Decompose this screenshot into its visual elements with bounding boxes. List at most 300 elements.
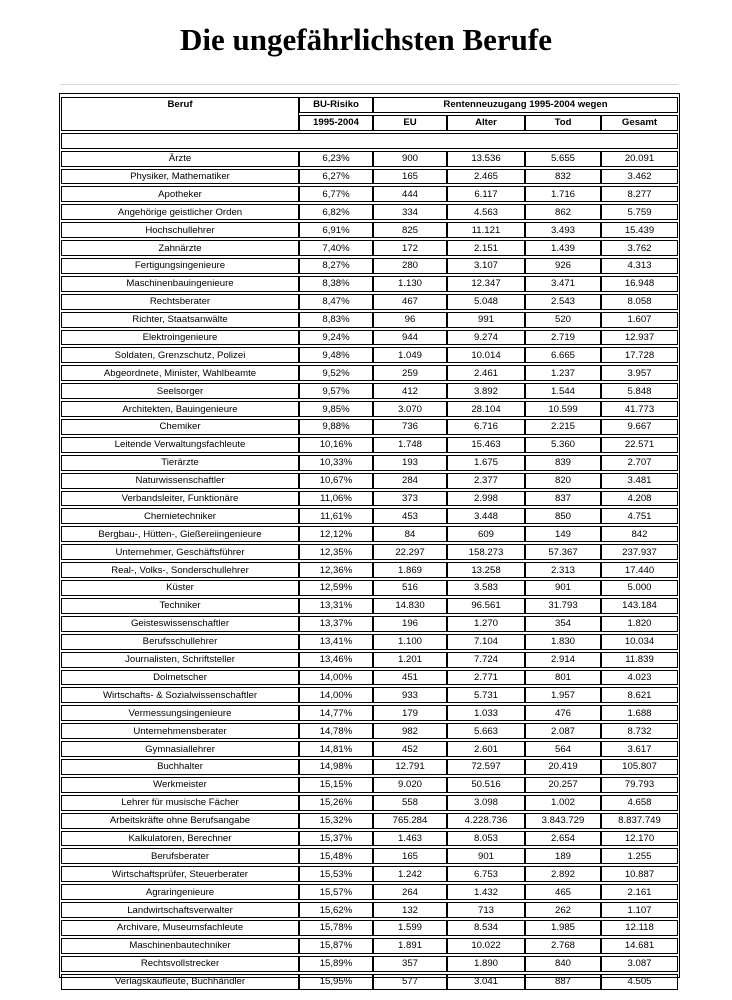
cell-beruf: Physiker, Mathematiker <box>61 169 299 185</box>
cell-gesamt: 9.667 <box>601 419 678 435</box>
cell-beruf: Archivare, Museumsfachleute <box>61 920 299 936</box>
cell-bu-risiko: 6,82% <box>299 204 373 220</box>
cell-beruf: Abgeordnete, Minister, Wahlbeamte <box>61 365 299 381</box>
table-row <box>61 884 678 900</box>
cell-gesamt: 1.255 <box>601 848 678 864</box>
divider <box>60 84 678 85</box>
table-row <box>61 652 678 668</box>
cell-eu: 412 <box>373 383 447 399</box>
cell-eu: 1.201 <box>373 652 447 668</box>
cell-eu: 516 <box>373 580 447 596</box>
cell-alter: 7.104 <box>447 634 525 650</box>
cell-tod: 1.716 <box>525 186 601 202</box>
cell-alter: 8.534 <box>447 920 525 936</box>
cell-bu-risiko: 10,33% <box>299 455 373 471</box>
cell-eu: 280 <box>373 258 447 274</box>
cell-alter: 5.048 <box>447 294 525 310</box>
cell-gesamt: 12.118 <box>601 920 678 936</box>
cell-gesamt: 14.681 <box>601 938 678 954</box>
cell-tod: 837 <box>525 491 601 507</box>
cell-gesamt: 4.023 <box>601 670 678 686</box>
cell-bu-risiko: 13,37% <box>299 616 373 632</box>
table-row <box>61 687 678 703</box>
cell-alter: 8.053 <box>447 831 525 847</box>
cell-gesamt: 79.793 <box>601 777 678 793</box>
cell-alter: 158.273 <box>447 544 525 560</box>
cell-beruf: Bergbau-, Hütten-, Gießereiingenieure <box>61 526 299 542</box>
cell-tod: 901 <box>525 580 601 596</box>
cell-eu: 558 <box>373 795 447 811</box>
cell-beruf: Richter, Staatsanwälte <box>61 312 299 328</box>
cell-beruf: Angehörige geistlicher Orden <box>61 204 299 220</box>
cell-beruf: Architekten, Bauingenieure <box>61 401 299 417</box>
cell-alter: 3.583 <box>447 580 525 596</box>
cell-gesamt: 3.462 <box>601 169 678 185</box>
cell-alter: 6.117 <box>447 186 525 202</box>
cell-tod: 5.360 <box>525 437 601 453</box>
cell-eu: 284 <box>373 473 447 489</box>
cell-gesamt: 143.184 <box>601 598 678 614</box>
cell-alter: 10.022 <box>447 938 525 954</box>
cell-bu-risiko: 13,31% <box>299 598 373 614</box>
cell-beruf: Techniker <box>61 598 299 614</box>
cell-beruf: Leitende Verwaltungsfachleute <box>61 437 299 453</box>
cell-bu-risiko: 14,78% <box>299 723 373 739</box>
table-row <box>61 920 678 936</box>
cell-tod: 3.843.729 <box>525 813 601 829</box>
cell-alter: 1.033 <box>447 705 525 721</box>
cell-alter: 3.041 <box>447 974 525 990</box>
cell-tod: 926 <box>525 258 601 274</box>
cell-alter: 2.771 <box>447 670 525 686</box>
cell-tod: 465 <box>525 884 601 900</box>
table-row <box>61 526 678 542</box>
cell-beruf: Soldaten, Grenzschutz, Polizei <box>61 347 299 363</box>
cell-beruf: Hochschullehrer <box>61 222 299 238</box>
cell-tod: 476 <box>525 705 601 721</box>
cell-eu: 765.284 <box>373 813 447 829</box>
cell-gesamt: 4.658 <box>601 795 678 811</box>
cell-bu-risiko: 7,40% <box>299 240 373 256</box>
header-alter: Alter <box>447 115 525 131</box>
cell-eu: 334 <box>373 204 447 220</box>
header-gesamt: Gesamt <box>601 115 678 131</box>
header-period: 1995-2004 <box>299 115 373 131</box>
cell-beruf: Agraringenieure <box>61 884 299 900</box>
cell-tod: 1.237 <box>525 365 601 381</box>
cell-beruf: Werkmeister <box>61 777 299 793</box>
cell-eu: 259 <box>373 365 447 381</box>
table-row <box>61 347 678 363</box>
cell-gesamt: 1.688 <box>601 705 678 721</box>
cell-alter: 5.663 <box>447 723 525 739</box>
table-row <box>61 383 678 399</box>
cell-gesamt: 105.807 <box>601 759 678 775</box>
cell-beruf: Wirtschafts- & Sozialwissenschaftler <box>61 687 299 703</box>
table-row <box>61 169 678 185</box>
cell-eu: 196 <box>373 616 447 632</box>
cell-gesamt: 20.091 <box>601 151 678 167</box>
cell-tod: 10.599 <box>525 401 601 417</box>
table-row <box>61 473 678 489</box>
cell-gesamt: 3.762 <box>601 240 678 256</box>
cell-beruf: Rechtsvollstrecker <box>61 956 299 972</box>
cell-gesamt: 8.732 <box>601 723 678 739</box>
cell-beruf: Chemiker <box>61 419 299 435</box>
cell-alter: 7.724 <box>447 652 525 668</box>
table-row <box>61 831 678 847</box>
cell-beruf: Fertigungsingenieure <box>61 258 299 274</box>
cell-tod: 520 <box>525 312 601 328</box>
cell-bu-risiko: 12,35% <box>299 544 373 560</box>
cell-bu-risiko: 6,77% <box>299 186 373 202</box>
cell-bu-risiko: 6,23% <box>299 151 373 167</box>
cell-alter: 901 <box>447 848 525 864</box>
cell-beruf: Dolmetscher <box>61 670 299 686</box>
table-row <box>61 974 678 990</box>
cell-eu: 933 <box>373 687 447 703</box>
cell-gesamt: 5.000 <box>601 580 678 596</box>
cell-eu: 132 <box>373 902 447 918</box>
cell-tod: 149 <box>525 526 601 542</box>
table-row <box>61 938 678 954</box>
cell-alter: 72.597 <box>447 759 525 775</box>
cell-tod: 801 <box>525 670 601 686</box>
cell-eu: 825 <box>373 222 447 238</box>
cell-tod: 2.892 <box>525 866 601 882</box>
cell-beruf: Seelsorger <box>61 383 299 399</box>
cell-eu: 264 <box>373 884 447 900</box>
table-row <box>61 240 678 256</box>
cell-bu-risiko: 15,53% <box>299 866 373 882</box>
table-row <box>61 294 678 310</box>
cell-bu-risiko: 10,16% <box>299 437 373 453</box>
table-row <box>61 598 678 614</box>
cell-eu: 452 <box>373 741 447 757</box>
cell-tod: 20.419 <box>525 759 601 775</box>
cell-beruf: Naturwissenschaftler <box>61 473 299 489</box>
cell-beruf: Maschinenbautechniker <box>61 938 299 954</box>
table-row <box>61 330 678 346</box>
cell-alter: 12.347 <box>447 276 525 292</box>
cell-gesamt: 12.170 <box>601 831 678 847</box>
cell-gesamt: 237.937 <box>601 544 678 560</box>
table-row <box>61 956 678 972</box>
table-row <box>61 544 678 560</box>
cell-alter: 9.274 <box>447 330 525 346</box>
cell-gesamt: 17.440 <box>601 562 678 578</box>
cell-bu-risiko: 9,88% <box>299 419 373 435</box>
cell-beruf: Zahnärzte <box>61 240 299 256</box>
cell-tod: 2.654 <box>525 831 601 847</box>
table-row <box>61 777 678 793</box>
cell-beruf: Apotheker <box>61 186 299 202</box>
cell-tod: 6.665 <box>525 347 601 363</box>
cell-alter: 15.463 <box>447 437 525 453</box>
cell-gesamt: 1.107 <box>601 902 678 918</box>
cell-bu-risiko: 13,46% <box>299 652 373 668</box>
cell-alter: 96.561 <box>447 598 525 614</box>
table-row <box>61 312 678 328</box>
table-row <box>61 401 678 417</box>
cell-alter: 4.228.736 <box>447 813 525 829</box>
cell-alter: 2.465 <box>447 169 525 185</box>
cell-bu-risiko: 9,48% <box>299 347 373 363</box>
cell-alter: 1.270 <box>447 616 525 632</box>
cell-eu: 172 <box>373 240 447 256</box>
cell-gesamt: 8.277 <box>601 186 678 202</box>
cell-bu-risiko: 9,24% <box>299 330 373 346</box>
cell-eu: 736 <box>373 419 447 435</box>
cell-bu-risiko: 15,37% <box>299 831 373 847</box>
cell-bu-risiko: 15,48% <box>299 848 373 864</box>
cell-gesamt: 3.957 <box>601 365 678 381</box>
table-row <box>61 151 678 167</box>
cell-eu: 14.830 <box>373 598 447 614</box>
cell-alter: 1.890 <box>447 956 525 972</box>
cell-alter: 6.716 <box>447 419 525 435</box>
cell-beruf: Lehrer für musische Fächer <box>61 795 299 811</box>
cell-tod: 1.830 <box>525 634 601 650</box>
cell-bu-risiko: 13,41% <box>299 634 373 650</box>
cell-gesamt: 8.621 <box>601 687 678 703</box>
cell-eu: 1.242 <box>373 866 447 882</box>
cell-bu-risiko: 15,26% <box>299 795 373 811</box>
cell-tod: 262 <box>525 902 601 918</box>
cell-tod: 2.215 <box>525 419 601 435</box>
cell-tod: 840 <box>525 956 601 972</box>
cell-beruf: Verlagskaufleute, Buchhändler <box>61 974 299 990</box>
cell-bu-risiko: 11,06% <box>299 491 373 507</box>
cell-alter: 13.258 <box>447 562 525 578</box>
cell-beruf: Real-, Volks-, Sonderschullehrer <box>61 562 299 578</box>
cell-beruf: Wirtschaftsprüfer, Steuerberater <box>61 866 299 882</box>
cell-gesamt: 1.607 <box>601 312 678 328</box>
cell-beruf: Chemietechniker <box>61 508 299 524</box>
cell-tod: 1.439 <box>525 240 601 256</box>
cell-alter: 2.998 <box>447 491 525 507</box>
cell-gesamt: 2.707 <box>601 455 678 471</box>
table-row <box>61 276 678 292</box>
cell-eu: 1.100 <box>373 634 447 650</box>
page-title: Die ungefährlichsten Berufe <box>180 22 552 57</box>
cell-gesamt: 5.848 <box>601 383 678 399</box>
cell-bu-risiko: 6,91% <box>299 222 373 238</box>
cell-bu-risiko: 11,61% <box>299 508 373 524</box>
cell-beruf: Ärzte <box>61 151 299 167</box>
cell-bu-risiko: 15,32% <box>299 813 373 829</box>
cell-tod: 3.493 <box>525 222 601 238</box>
cell-beruf: Berufsberater <box>61 848 299 864</box>
cell-eu: 96 <box>373 312 447 328</box>
cell-bu-risiko: 12,59% <box>299 580 373 596</box>
cell-tod: 1.985 <box>525 920 601 936</box>
cell-eu: 22.297 <box>373 544 447 560</box>
cell-beruf: Geisteswissenschaftler <box>61 616 299 632</box>
cell-gesamt: 16.948 <box>601 276 678 292</box>
cell-eu: 451 <box>373 670 447 686</box>
cell-tod: 20.257 <box>525 777 601 793</box>
cell-gesamt: 4.313 <box>601 258 678 274</box>
cell-bu-risiko: 15,78% <box>299 920 373 936</box>
cell-eu: 3.070 <box>373 401 447 417</box>
cell-alter: 1.432 <box>447 884 525 900</box>
cell-bu-risiko: 8,38% <box>299 276 373 292</box>
cell-bu-risiko: 9,57% <box>299 383 373 399</box>
cell-alter: 609 <box>447 526 525 542</box>
cell-gesamt: 3.087 <box>601 956 678 972</box>
table-row <box>61 491 678 507</box>
cell-gesamt: 2.161 <box>601 884 678 900</box>
cell-beruf: Küster <box>61 580 299 596</box>
cell-alter: 11.121 <box>447 222 525 238</box>
cell-tod: 1.544 <box>525 383 601 399</box>
cell-beruf: Unternehmer, Geschäftsführer <box>61 544 299 560</box>
table-row <box>61 562 678 578</box>
cell-gesamt: 17.728 <box>601 347 678 363</box>
table-row <box>61 795 678 811</box>
cell-tod: 887 <box>525 974 601 990</box>
header-tod: Tod <box>525 115 601 131</box>
cell-tod: 2.313 <box>525 562 601 578</box>
cell-bu-risiko: 9,52% <box>299 365 373 381</box>
cell-tod: 2.543 <box>525 294 601 310</box>
cell-eu: 179 <box>373 705 447 721</box>
cell-tod: 564 <box>525 741 601 757</box>
cell-bu-risiko: 15,89% <box>299 956 373 972</box>
cell-eu: 1.049 <box>373 347 447 363</box>
cell-bu-risiko: 15,62% <box>299 902 373 918</box>
table-row <box>61 204 678 220</box>
cell-bu-risiko: 15,87% <box>299 938 373 954</box>
cell-gesamt: 11.839 <box>601 652 678 668</box>
table-row <box>61 365 678 381</box>
cell-eu: 165 <box>373 169 447 185</box>
cell-gesamt: 15.439 <box>601 222 678 238</box>
cell-eu: 12.791 <box>373 759 447 775</box>
cell-beruf: Maschinenbauingenieure <box>61 276 299 292</box>
cell-tod: 1.957 <box>525 687 601 703</box>
cell-beruf: Verbandsleiter, Funktionäre <box>61 491 299 507</box>
table-row <box>61 634 678 650</box>
cell-beruf: Arbeitskräfte ohne Berufsangabe <box>61 813 299 829</box>
table-row <box>61 705 678 721</box>
cell-gesamt: 8.058 <box>601 294 678 310</box>
cell-eu: 1.599 <box>373 920 447 936</box>
cell-gesamt: 8.837.749 <box>601 813 678 829</box>
table-row <box>61 580 678 596</box>
cell-bu-risiko: 10,67% <box>299 473 373 489</box>
cell-eu: 1.869 <box>373 562 447 578</box>
cell-bu-risiko: 14,00% <box>299 687 373 703</box>
cell-bu-risiko: 8,27% <box>299 258 373 274</box>
table-body <box>61 151 678 990</box>
cell-gesamt: 10.887 <box>601 866 678 882</box>
cell-tod: 5.655 <box>525 151 601 167</box>
cell-eu: 944 <box>373 330 447 346</box>
cell-bu-risiko: 15,57% <box>299 884 373 900</box>
header-beruf: Beruf <box>61 97 299 131</box>
cell-gesamt: 10.034 <box>601 634 678 650</box>
cell-alter: 28.104 <box>447 401 525 417</box>
cell-alter: 13.536 <box>447 151 525 167</box>
cell-gesamt: 22.571 <box>601 437 678 453</box>
table-row <box>61 866 678 882</box>
cell-alter: 2.151 <box>447 240 525 256</box>
cell-alter: 991 <box>447 312 525 328</box>
cell-tod: 832 <box>525 169 601 185</box>
cell-eu: 444 <box>373 186 447 202</box>
cell-gesamt: 4.751 <box>601 508 678 524</box>
cell-beruf: Berufsschullehrer <box>61 634 299 650</box>
cell-gesamt: 3.481 <box>601 473 678 489</box>
table-row <box>61 616 678 632</box>
cell-gesamt: 1.820 <box>601 616 678 632</box>
cell-bu-risiko: 6,27% <box>299 169 373 185</box>
cell-tod: 31.793 <box>525 598 601 614</box>
cell-bu-risiko: 15,95% <box>299 974 373 990</box>
cell-bu-risiko: 14,00% <box>299 670 373 686</box>
cell-bu-risiko: 9,85% <box>299 401 373 417</box>
cell-alter: 2.377 <box>447 473 525 489</box>
cell-gesamt: 5.759 <box>601 204 678 220</box>
cell-eu: 453 <box>373 508 447 524</box>
cell-eu: 467 <box>373 294 447 310</box>
cell-alter: 1.675 <box>447 455 525 471</box>
cell-alter: 3.892 <box>447 383 525 399</box>
cell-alter: 3.448 <box>447 508 525 524</box>
cell-alter: 2.601 <box>447 741 525 757</box>
table-row <box>61 759 678 775</box>
cell-gesamt: 4.208 <box>601 491 678 507</box>
cell-gesamt: 12.937 <box>601 330 678 346</box>
cell-beruf: Rechtsberater <box>61 294 299 310</box>
cell-alter: 2.461 <box>447 365 525 381</box>
table-row <box>61 741 678 757</box>
cell-tod: 2.768 <box>525 938 601 954</box>
cell-eu: 900 <box>373 151 447 167</box>
risk-table <box>61 95 678 992</box>
cell-bu-risiko: 14,81% <box>299 741 373 757</box>
cell-bu-risiko: 8,47% <box>299 294 373 310</box>
header-bu-risiko: BU-Risiko <box>299 97 373 113</box>
table-row <box>61 419 678 435</box>
cell-tod: 57.367 <box>525 544 601 560</box>
cell-tod: 820 <box>525 473 601 489</box>
cell-bu-risiko: 12,12% <box>299 526 373 542</box>
cell-beruf: Landwirtschaftsverwalter <box>61 902 299 918</box>
table-row <box>61 455 678 471</box>
cell-beruf: Gymnasiallehrer <box>61 741 299 757</box>
cell-eu: 982 <box>373 723 447 739</box>
cell-beruf: Tierärzte <box>61 455 299 471</box>
cell-eu: 373 <box>373 491 447 507</box>
cell-alter: 6.753 <box>447 866 525 882</box>
cell-gesamt: 3.617 <box>601 741 678 757</box>
header-rentenneuzugang: Rentenneuzugang 1995-2004 wegen <box>373 97 678 113</box>
cell-tod: 2.087 <box>525 723 601 739</box>
cell-alter: 4.563 <box>447 204 525 220</box>
cell-tod: 3.471 <box>525 276 601 292</box>
cell-tod: 189 <box>525 848 601 864</box>
table-row <box>61 813 678 829</box>
cell-gesamt: 4.505 <box>601 974 678 990</box>
cell-alter: 50.516 <box>447 777 525 793</box>
cell-tod: 354 <box>525 616 601 632</box>
cell-eu: 577 <box>373 974 447 990</box>
cell-gesamt: 41.773 <box>601 401 678 417</box>
cell-eu: 1.463 <box>373 831 447 847</box>
